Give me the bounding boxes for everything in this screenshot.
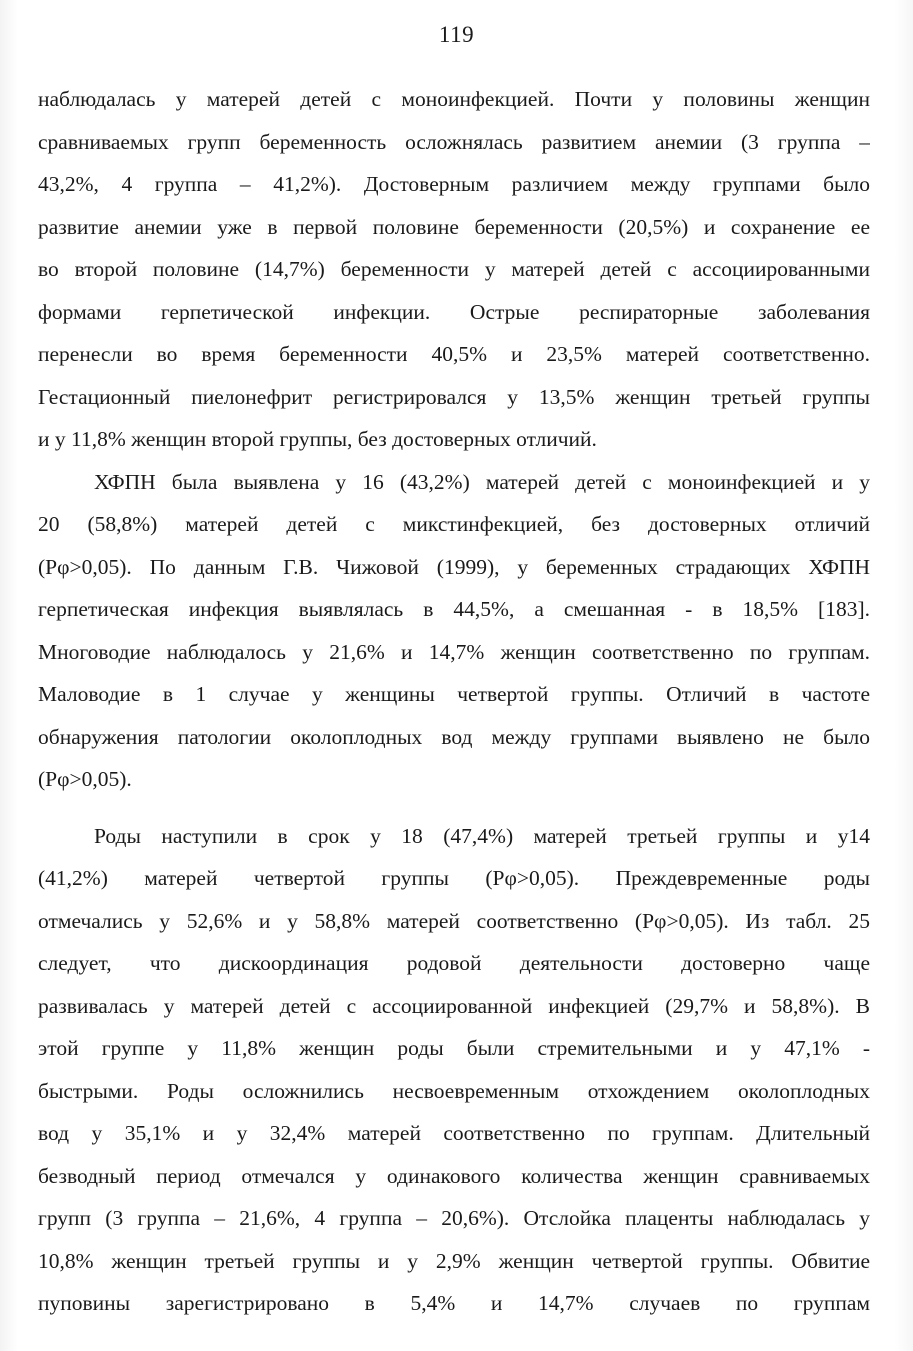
paragraph-2 [38, 461, 870, 801]
text-line: развитие анемии уже в первой половине беременности (20,5%) и сохранение ее [38, 214, 870, 239]
text-line: пуповины зарегистрировано в 5,4% и 14,7% случаев по группам [38, 1291, 870, 1315]
text-line: перенесли во время беременности 40,5% и 23,5% матерей соответственно. [38, 342, 870, 366]
text-line: групп (3 группа – 21,6%, 4 группа – 20,6%). Отслойка плаценты наблюдалась у [38, 1206, 870, 1230]
text-line: и у 11,8% женщин второй группы, без достоверных отличий. [38, 427, 597, 451]
text-line: во второй половине (14,7%) беременности у матерей детей с ассоциированными [38, 257, 870, 281]
text-line: 20 (58,8%) матерей детей с микстинфекцией, без достоверных отличий [38, 512, 870, 536]
text-line: (Рφ>0,05). По данным Г.В. Чижовой (1999), у беременных страдающих ХФПН [38, 554, 870, 579]
text-line: 10,8% женщин третьей группы и у 2,9% женщин четвертой группы. Обвитие [38, 1248, 870, 1273]
paragraph-spacing [38, 801, 870, 815]
text-line: 43,2%, 4 группа – 41,2%). Достоверным различием между группами было [38, 172, 870, 196]
text-line: этой группе у 11,8% женщин роды были стремительными и у 47,1% - [38, 1036, 870, 1060]
text-line: (Рφ>0,05). [38, 767, 132, 791]
text-line: (41,2%) матерей четвертой группы (Рφ>0,05). Преждевременные роды [38, 866, 870, 890]
text-line: Маловодие в 1 случае у женщины четвертой группы. Отличий в частоте [38, 682, 870, 706]
text-line: наблюдалась у матерей детей с моноинфекцией. Почти у половины женщин [38, 87, 870, 111]
text-line: сравниваемых групп беременность осложнялась развитием анемии (3 группа – [38, 129, 870, 154]
text-line: отмечались у 52,6% и у 58,8% матерей соответственно (Рφ>0,05). Из табл. 25 [38, 908, 870, 933]
body-text [38, 78, 870, 1325]
text-line: герпетическая инфекция выявлялась в 44,5%, а смешанная - в 18,5% [183]. [38, 597, 870, 621]
text-line: обнаружения патологии околоплодных вод между группами выявлено не было [38, 724, 870, 749]
text-line: безводный период отмечался у одинакового количества женщин сравниваемых [38, 1163, 870, 1188]
page-number: 119 [438, 22, 475, 47]
text-line: Гестационный пиелонефрит регистрировался у 13,5% женщин третьей группы [38, 384, 870, 409]
text-line: вод у 35,1% и у 32,4% матерей соответственно по группам. Длительный [38, 1121, 870, 1145]
text-line: ХФПН была выявлена у 16 (43,2%) матерей детей с моноинфекцией и у [94, 469, 870, 494]
text-line: формами герпетической инфекции. Острые респираторные заболевания [38, 299, 870, 324]
paragraph-3 [38, 815, 870, 1325]
text-line: Многоводие наблюдалось у 21,6% и 14,7% женщин соответственно по группам. [38, 639, 870, 664]
text-line: развивалась у матерей детей с ассоциированной инфекцией (29,7% и 58,8%). В [38, 993, 870, 1018]
text-line: Роды наступили в срок у 18 (47,4%) матерей третьей группы и у14 [94, 823, 870, 848]
paragraph-1 [38, 78, 870, 461]
text-line: быстрыми. Роды осложнились несвоевременным отхождением околоплодных [38, 1078, 870, 1103]
text-line: следует, что дискоординация родовой деятельности достоверно чаще [38, 951, 870, 975]
